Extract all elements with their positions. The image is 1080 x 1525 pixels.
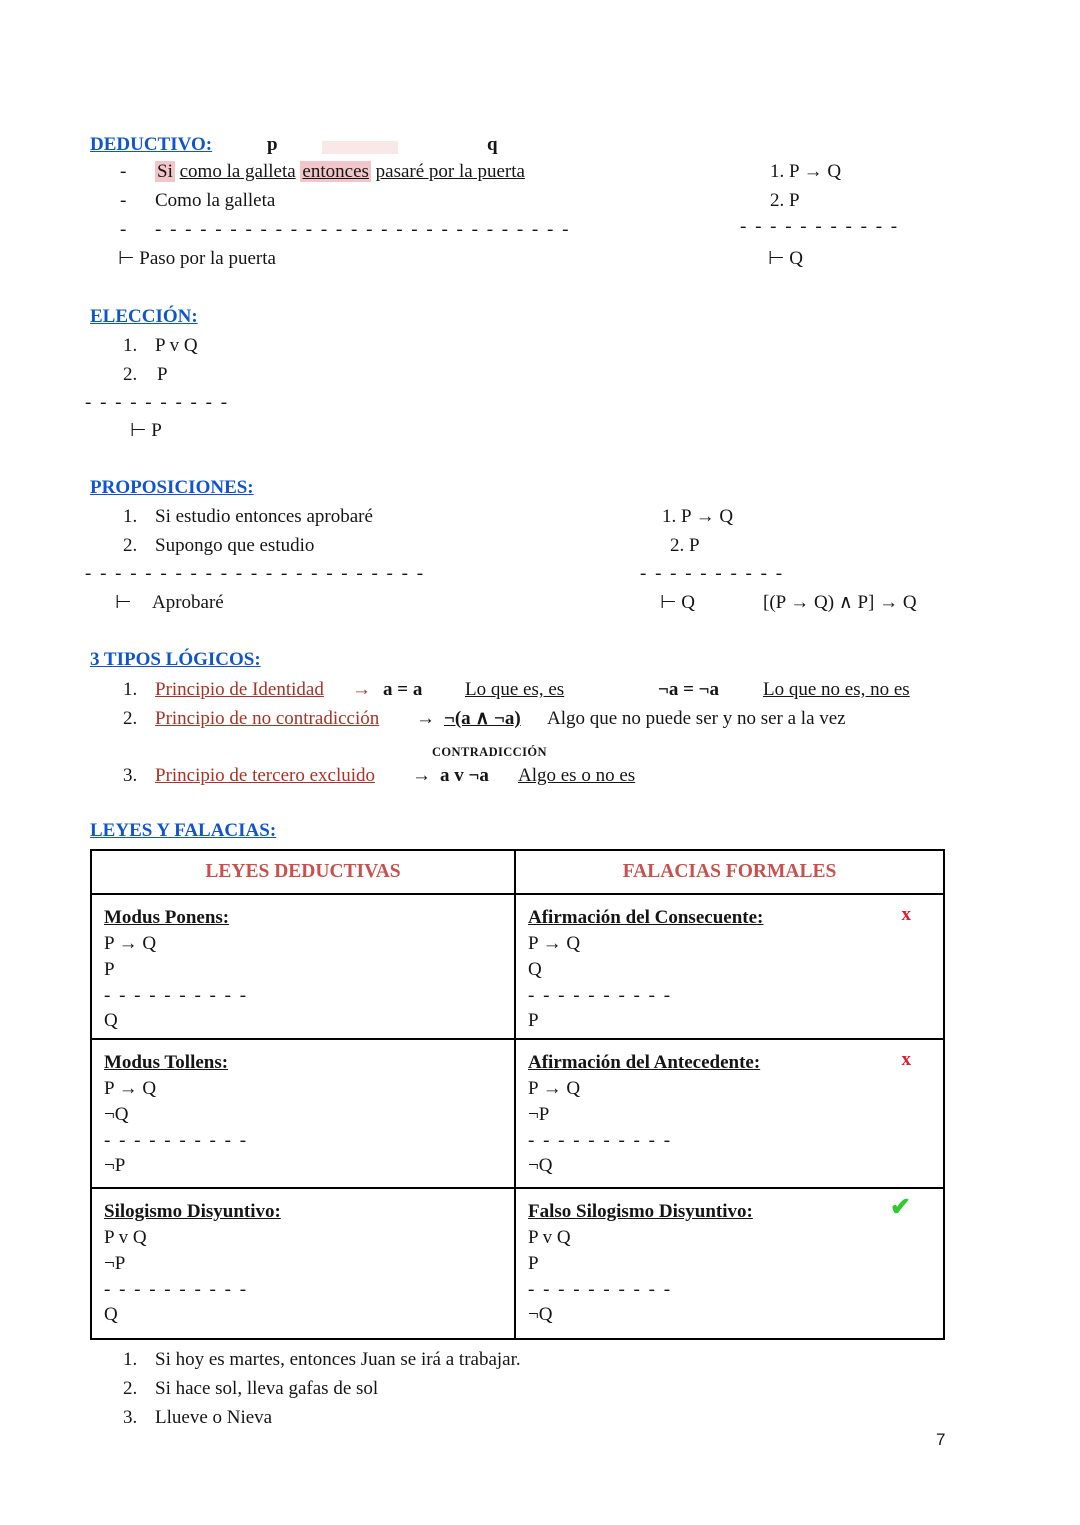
cell-falso-silogismo	[516, 1189, 943, 1338]
bullet-dash: -	[120, 219, 127, 240]
list-number: 1.	[123, 506, 138, 527]
underlined-antecedent: como la galleta	[179, 161, 296, 182]
p-variable-label: p	[267, 134, 278, 155]
identity-formula: a = a	[383, 679, 423, 700]
section-heading-proposiciones: PROPOSICIONES:	[90, 477, 254, 498]
rule-premise: Q	[528, 959, 542, 980]
inference-dash-line: - - - - - - - - - -	[104, 985, 249, 1006]
deductivo-conclusion: ⊢ Paso por la puerta	[118, 248, 276, 269]
inference-dash-line: - - - - - - - - - -	[528, 1279, 673, 1300]
list-number: 1.	[123, 679, 138, 700]
principle-identity-name: Principio de Identidad	[155, 679, 324, 700]
inference-dash-line: - - - - - - - - - -	[528, 985, 673, 1006]
valid-check-mark: ✔	[890, 1194, 911, 1221]
arrow-symbol: →	[352, 679, 371, 700]
fallacy-title: Afirmación del Antecedente:	[528, 1052, 761, 1073]
q-variable-label: q	[487, 134, 498, 155]
rule-conclusion: Q	[104, 1304, 118, 1325]
deductivo-premise-2: Como la galleta	[155, 190, 276, 211]
arrow-symbol: →	[416, 708, 435, 729]
eleccion-premise-1: P v Q	[155, 335, 198, 356]
example-sentence: Si hace sol, lleva gafas de sol	[155, 1378, 379, 1399]
inference-dash-line: - - - - - - - - - -	[104, 1279, 249, 1300]
turnstile-symbol: ⊢	[115, 592, 132, 613]
excluded-middle-formula: a v ¬a	[440, 765, 489, 786]
column-header-leyes: LEYES DEDUCTIVAS	[92, 851, 516, 893]
section-heading-eleccion: ELECCIÓN:	[90, 306, 198, 327]
fallacy-title: Afirmación del Consecuente:	[528, 907, 764, 928]
highlight-entonces: entonces	[302, 161, 369, 182]
section-heading-tipos-logicos: 3 TIPOS LÓGICOS:	[90, 649, 261, 670]
proposiciones-premise-2: Supongo que estudio	[155, 535, 315, 556]
inference-dash-line: - - - - - - - - - -	[528, 1130, 673, 1151]
list-number: 3.	[123, 765, 138, 786]
identity-negation-formula: ¬a = ¬a	[658, 679, 719, 700]
bullet-dash: -	[120, 190, 127, 211]
table-row	[92, 1189, 943, 1338]
principle-noncontradiction-name: Principio de no contradicción	[155, 708, 380, 729]
bullet-dash: -	[120, 161, 127, 182]
principle-excluded-middle-name: Principio de tercero excluido	[155, 765, 376, 786]
list-number: 2.	[123, 708, 138, 729]
rule-premise: P → Q	[528, 933, 581, 954]
rule-title: Modus Tollens:	[104, 1052, 229, 1073]
section-heading-leyes-falacias: LEYES Y FALACIAS:	[90, 820, 277, 841]
highlight-si: Si	[157, 161, 173, 182]
laws-fallacies-table	[90, 849, 945, 1340]
cell-afirmacion-antecedente	[516, 1040, 943, 1187]
rule-conclusion: Q	[104, 1010, 118, 1031]
page-number: 7	[936, 1430, 946, 1449]
faint-highlight	[322, 141, 398, 154]
excluded-middle-gloss: Algo es o no es	[518, 765, 636, 786]
example-sentence: Si hoy es martes, entonces Juan se irá a trabajar.	[155, 1349, 521, 1370]
rule-conclusion: ¬Q	[528, 1304, 553, 1325]
proposiciones-premise-1: Si estudio entonces aprobaré	[155, 506, 373, 527]
list-number: 1.	[123, 335, 138, 356]
section-heading-deductivo: DEDUCTIVO:	[90, 134, 213, 155]
eleccion-conclusion: ⊢ P	[130, 420, 162, 441]
deductivo-formal-conclusion: ⊢ Q	[768, 248, 804, 269]
rule-premise: P → Q	[528, 1078, 581, 1099]
rule-premise: ¬P	[104, 1253, 126, 1274]
noncontradiction-formula: ¬(a ∧ ¬a)	[444, 708, 521, 729]
list-number: 2.	[123, 1378, 138, 1399]
proposiciones-formal-premise-2: 2. P	[670, 535, 700, 556]
list-number: 1.	[123, 1349, 138, 1370]
proposiciones-formal-conclusion: ⊢ Q	[660, 592, 696, 613]
rule-conclusion: ¬P	[104, 1155, 126, 1176]
cell-silogismo-disyuntivo	[92, 1189, 516, 1338]
arrow-symbol: →	[412, 765, 431, 786]
column-header-falacias: FALACIAS FORMALES	[622, 861, 837, 882]
rule-conclusion: ¬Q	[528, 1155, 553, 1176]
inference-dash-line: - - - - - - - - - -	[104, 1130, 249, 1151]
rule-premise: ¬Q	[104, 1104, 129, 1125]
deductivo-formal-premise-1: 1. P → Q	[770, 161, 842, 182]
underlined-consequent: pasaré por la puerta	[375, 161, 525, 182]
deductivo-formal-premise-2: 2. P	[770, 190, 800, 211]
rule-title: Modus Ponens:	[104, 907, 230, 928]
list-number: 2.	[123, 535, 138, 556]
rule-premise: ¬P	[528, 1104, 550, 1125]
deductivo-premise-1	[155, 160, 525, 183]
table-header-row	[92, 851, 943, 895]
cell-modus-tollens	[92, 1040, 516, 1187]
inference-dash-line: - - - - - - - - - -	[85, 392, 230, 413]
list-number: 3.	[123, 1407, 138, 1428]
proposiciones-conclusion: Aprobaré	[152, 592, 224, 613]
inference-dash-line: - - - - - - - - - -	[640, 563, 785, 584]
eleccion-premise-2: P	[157, 364, 168, 385]
identity-negation-gloss: Lo que no es, no es	[763, 679, 910, 700]
cell-modus-ponens	[92, 895, 516, 1038]
identity-gloss: Lo que es, es	[465, 679, 565, 700]
rule-premise: P v Q	[104, 1227, 147, 1248]
inference-dash-line: - - - - - - - - - - - - - - - - - - - - - - -	[85, 563, 426, 584]
noncontradiction-gloss: Algo que no puede ser y no ser a la vez	[547, 708, 846, 729]
modus-ponens-tautology: [(P → Q) ∧ P] → Q	[763, 592, 917, 613]
inference-dash-line: - - - - - - - - - - - - - - - - - - - - - - - - - - - -	[155, 219, 571, 240]
list-number: 2.	[123, 364, 138, 385]
rule-premise: P → Q	[104, 933, 157, 954]
table-row	[92, 895, 943, 1040]
rule-conclusion: P	[528, 1010, 539, 1031]
fallacy-title: Falso Silogismo Disyuntivo:	[528, 1201, 753, 1222]
table-row	[92, 1040, 943, 1189]
example-sentence: Llueve o Nieva	[155, 1407, 273, 1428]
rule-title: Silogismo Disyuntivo:	[104, 1201, 281, 1222]
proposiciones-formal-premise-1: 1. P → Q	[662, 506, 734, 527]
rule-premise: P → Q	[104, 1078, 157, 1099]
cell-afirmacion-consecuente	[516, 895, 943, 1038]
invalid-cross-mark: x	[901, 904, 911, 925]
invalid-cross-mark: x	[901, 1049, 911, 1070]
rule-premise: P	[528, 1253, 539, 1274]
contradiction-label: CONTRADICCIÓN	[432, 745, 547, 759]
inference-dash-line: - - - - - - - - - - -	[740, 216, 900, 237]
rule-premise: P	[104, 959, 115, 980]
rule-premise: P v Q	[528, 1227, 571, 1248]
